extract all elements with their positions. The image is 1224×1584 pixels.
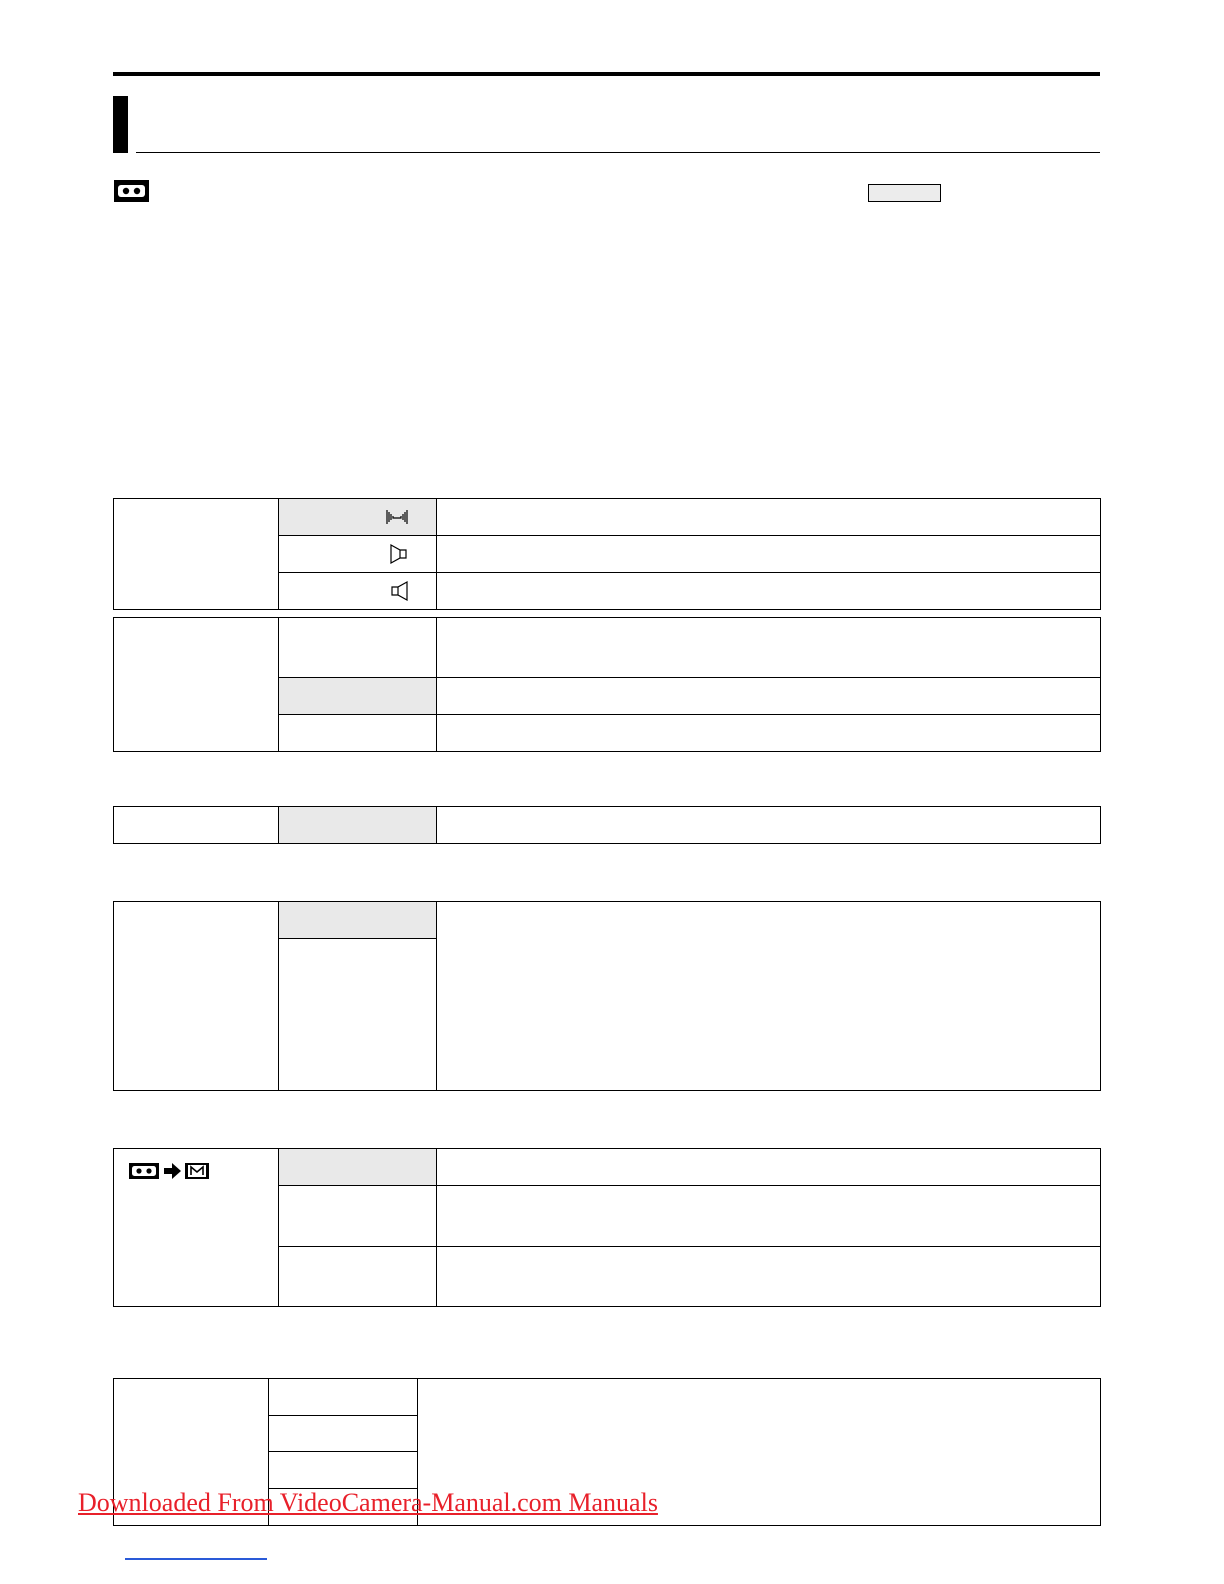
bottom-rule [125,1558,267,1560]
table-6-option-3 [269,1452,418,1489]
table-3-item-cell [114,807,279,844]
table-5-desc-1 [437,1149,1101,1186]
settings-table-1 [113,498,1101,610]
speaker-icon [390,545,408,562]
settings-table-4 [113,901,1101,1091]
table-5-desc-3 [437,1247,1101,1307]
sound-wide-icon [386,508,408,525]
memory-card-m-icon [185,1166,209,1183]
table-1-item-cell [114,499,279,610]
table-5-desc-2 [437,1186,1101,1247]
table-2-desc-1 [437,618,1101,678]
table-6-option-1 [269,1379,418,1416]
table-2-desc-3 [437,715,1101,752]
table-4-item-cell [114,902,279,1091]
table-5-option-2 [279,1186,437,1247]
table-4-desc [437,902,1101,1091]
table-2-option-1 [279,618,437,678]
tape-cassette-icon [129,1166,163,1183]
table-4-option-1 [279,902,437,939]
table-2-option-3 [279,715,437,752]
table-1-option-2 [279,536,437,573]
tape-cassette-icon [114,180,149,202]
table-6-option-2 [269,1416,418,1452]
table-3-desc-1 [437,807,1101,844]
table-2-item-cell [114,618,279,752]
table-1-option-3 [279,573,437,610]
table-5-option-1 [279,1149,437,1186]
table-1-option-1 [279,499,437,536]
table-3-option-1 [279,807,437,844]
settings-table-5 [113,1148,1101,1307]
table-5-item-cell [114,1149,279,1307]
table-1-desc-2 [437,536,1101,573]
settings-table-2 [113,617,1101,752]
table-1-desc-3 [437,573,1101,610]
table-4-option-2 [279,939,437,1091]
settings-table-3 [113,806,1101,844]
speaker-left-icon [390,582,408,599]
section-title-bar [113,96,128,153]
table-5-option-3 [279,1247,437,1307]
table-2-option-2 [279,678,437,715]
top-rule [113,72,1100,76]
arrow-right-icon [163,1166,185,1183]
section-title-underline [136,152,1100,153]
download-source-link[interactable]: Downloaded From VideoCamera-Manual.com Manuals [78,1488,658,1517]
table-2-desc-2 [437,678,1101,715]
table-1-desc-1 [437,499,1101,536]
mode-indicator-box [868,184,941,202]
